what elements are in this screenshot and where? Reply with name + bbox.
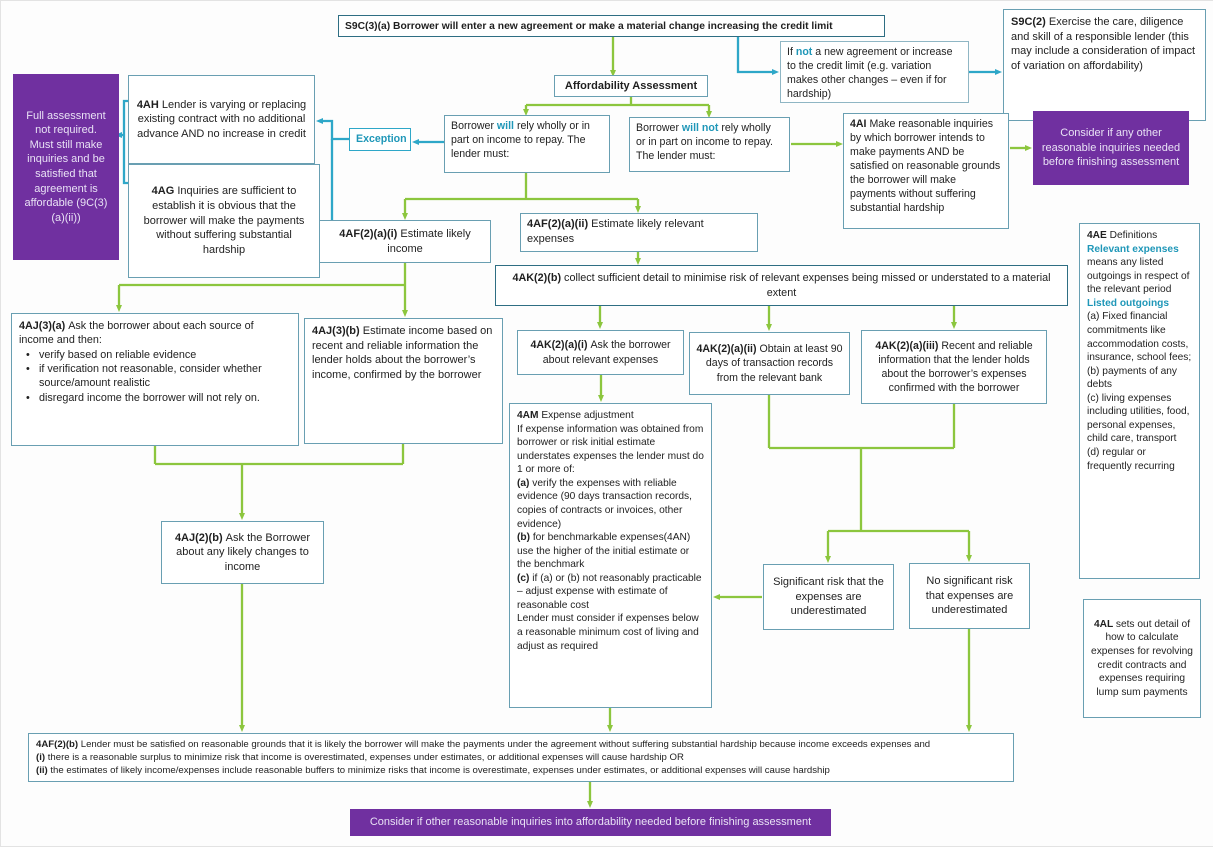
box-4ak2aiii-lender-information bbox=[861, 330, 1047, 404]
text-line: 4AK(2)(a)(iii) Recent and reliable information that the lender holds about the borrower’s expenses confirmed with the borrower bbox=[875, 339, 1033, 395]
text-line: Must still make inquiries and be satisfied that agreement is affordable (9C(3)(a)(ii)) bbox=[24, 138, 108, 224]
box-4am-expense-adjustment bbox=[509, 403, 712, 708]
text-line: S9C(2) Exercise the care, diligence and skill of a responsible lender (this may include a consideration of impact of variation on affordability) bbox=[1011, 16, 1196, 72]
text-line: 4AM Expense adjustment bbox=[517, 410, 634, 421]
text-line: Exception bbox=[356, 133, 407, 146]
box-4ak2ai-ask-expenses bbox=[517, 330, 684, 375]
box-4aj3a-ask-income-sources bbox=[11, 313, 299, 446]
arrow-exception-to-4ah bbox=[322, 121, 349, 139]
text-line: 4AL sets out detail of how to calculate expenses for revolving credit contracts and expenses requiring lump sum payments bbox=[1091, 618, 1193, 698]
text-line: (ii) the estimates of likely income/expenses include reasonable buffers to minimize risks that income is overestimate, expenses under estimates, or additional expenses will cause hardship bbox=[36, 765, 830, 777]
text-line: If not a new agreement or increase to the credit limit (e.g. variation makes other changes – even if for hardship) bbox=[787, 46, 953, 101]
merge-ii-iii bbox=[769, 395, 969, 531]
box-affordability-assessment bbox=[554, 75, 708, 97]
box-4af2b-satisfied bbox=[28, 733, 1014, 782]
merge-4aj bbox=[155, 444, 403, 464]
text-line: • verify based on reliable evidence bbox=[19, 348, 291, 362]
text-line: 4AJ(3)(a) Ask the borrower about each source of income and then: bbox=[19, 320, 254, 347]
text-line: (a) Fixed financial commitments like accommodation costs, insurance, school fees; bbox=[1087, 311, 1192, 364]
box-s9c2-care-diligence bbox=[1003, 9, 1206, 121]
callout-full-assessment-not-required bbox=[13, 74, 119, 260]
split-aa bbox=[526, 97, 709, 105]
text-line: 4AF(2)(a)(i) Estimate likely income bbox=[339, 227, 471, 255]
text-line: Listed outgoings bbox=[1087, 297, 1170, 309]
text-line: 4AK(2)(a)(i) Ask the borrower about relevant expenses bbox=[530, 339, 671, 366]
text-line: 4AJ(3)(b) Estimate income based on recent and reliable information the lender holds about the borrower’s income, confirmed by the borrower bbox=[312, 325, 493, 381]
panel-4ae-definitions bbox=[1079, 223, 1200, 579]
box-4ah-variation bbox=[128, 75, 315, 164]
text-line: (b) payments of any debts bbox=[1087, 365, 1178, 391]
text-line: 4AF(2)(b) Lender must be satisfied on reasonable grounds that it is likely the borrower will make the payments under the agreement without suffering substantial hardship because income exceeds expenses and bbox=[36, 739, 931, 750]
split-will bbox=[405, 173, 638, 199]
box-no-significant-risk: No significant risk that expenses are underestimated bbox=[909, 563, 1030, 629]
text-line: 4AG Inquiries are sufficient to establish it is obvious that the borrower will make the payments without suffering substantial hardship bbox=[143, 185, 305, 256]
box-borrower-will-rely bbox=[444, 115, 610, 173]
text-line: (d) regular or frequently recurring bbox=[1087, 447, 1175, 472]
box-4ak2b-collect-detail bbox=[495, 265, 1068, 306]
text-line: Borrower will rely wholly or in part on income to repay. The lender must: bbox=[451, 120, 590, 161]
text-line: Borrower will not rely wholly or in part on income to repay. The lender must: bbox=[636, 122, 774, 163]
text-line: Affordability Assessment bbox=[564, 79, 698, 92]
arrow-exception-to-4ag bbox=[327, 139, 332, 223]
text-line: (c) if (a) or (b) not reasonably practicable – adjust expense with estimate of reasonable cost bbox=[517, 572, 702, 611]
text-line: 4AE Definitions bbox=[1087, 230, 1158, 241]
text-line: (b) for benchmarkable expenses(4AN) use the higher of the initial estimate or the benchmark bbox=[517, 532, 691, 571]
box-4al-calculation-detail bbox=[1083, 599, 1201, 718]
text-line: Lender must consider if expenses below a reasonable minimum cost of living and adjust as required bbox=[517, 613, 699, 652]
box-4af2aii-estimate-expenses bbox=[520, 213, 758, 252]
box-4aj3b-estimate-income-lender-info bbox=[304, 318, 503, 444]
text-line: Relevant expenses bbox=[1087, 243, 1179, 255]
box-4aj2b-likely-changes bbox=[161, 521, 324, 584]
text-line: means any listed outgoings in respect of the relevant period bbox=[1087, 257, 1190, 296]
text-line: 4AJ(2)(b) Ask the Borrower about any likely changes to income bbox=[174, 531, 311, 573]
text-line: (i) there is a reasonable surplus to minimize risk that income is overestimated, expenses under estimates, or additional expenses will cause hardship OR bbox=[36, 752, 684, 764]
box-exception bbox=[349, 128, 411, 151]
text-line: 4AK(2)(b) collect sufficient detail to minimise risk of relevant expenses being missed or understated to a material extent bbox=[512, 272, 1051, 299]
box-4ak2aii-transaction-records bbox=[689, 332, 850, 395]
text-line: If expense information was obtained from borrower or risk initial estimate understates expenses the lender must do 1 or more of: bbox=[517, 423, 704, 476]
box-borrower-will-not-rely bbox=[629, 117, 790, 172]
box-4ai-reasonable-inquiries bbox=[843, 113, 1009, 229]
box-s9c3a-new-agreement bbox=[338, 15, 885, 37]
text-line: • if verification not reasonable, consider whether source/amount realistic bbox=[19, 362, 291, 391]
text-line: 4AI Make reasonable inquiries by which borrower intends to make payments AND be satisfied on reasonable grounds the borrower will make payments without suffering substantial hardship bbox=[850, 118, 1001, 215]
text-line: • disregard income the borrower will not rely on. bbox=[19, 391, 291, 405]
box-significant-risk: Significant risk that the expenses are underestimated bbox=[763, 564, 894, 630]
text-line: 4AK(2)(a)(ii) Obtain at least 90 days of transaction records from the relevant bank bbox=[696, 343, 843, 384]
text-line: 4AH Lender is varying or replacing existing contract with no additional advance AND no increase in credit bbox=[136, 98, 307, 140]
box-if-not-new-agreement bbox=[780, 41, 969, 103]
box-4ag-obvious-affordable bbox=[128, 164, 320, 278]
arrow-s9c3a-to-ifnot bbox=[738, 37, 773, 72]
callout-consider-before-finishing: Consider if other reasonable inquiries into affordability needed before finishing assessment bbox=[350, 809, 831, 836]
text-line: 4AF(2)(a)(ii) Estimate likely relevant expenses bbox=[527, 218, 704, 245]
text-line: (a) verify the expenses with reliable evidence (90 days transaction records, copies of contracts or invoices, other evidence) bbox=[517, 477, 692, 530]
text-line: (c) living expenses including utilities, food, personal expenses, child care, transport bbox=[1087, 392, 1190, 445]
text-line: S9C(3)(a) Borrower will enter a new agreement or make a material change increasing the credit limit bbox=[345, 21, 833, 32]
box-4af2ai-estimate-income bbox=[319, 220, 491, 263]
callout-consider-other-inquiries: Consider if any other reasonable inquiries needed before finishing assessment bbox=[1033, 111, 1189, 185]
text-line: Full assessment not required. bbox=[26, 109, 106, 137]
